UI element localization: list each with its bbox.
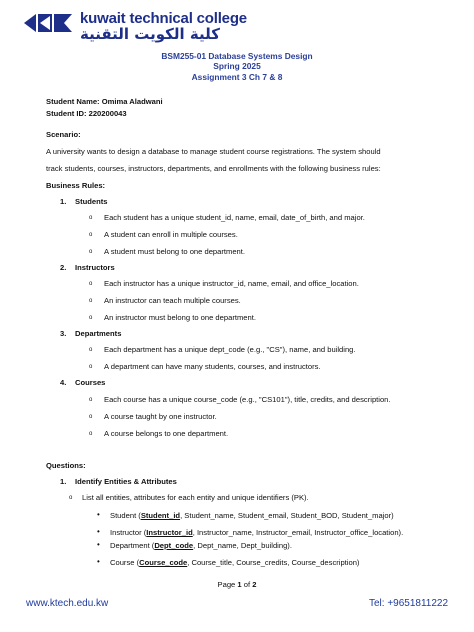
section-number: 2. bbox=[60, 263, 67, 272]
pk-course: Course_code bbox=[139, 558, 188, 567]
circle-bullet-icon: o bbox=[69, 495, 73, 501]
question-number: 1. bbox=[60, 477, 67, 486]
section-number: 4. bbox=[60, 378, 67, 387]
pk-instructor: Instructor_id bbox=[146, 528, 193, 537]
website-link[interactable]: www.ktech.edu.kw bbox=[26, 598, 109, 609]
rule-item: A student can enroll in multiple courses. bbox=[104, 230, 238, 239]
circle-bullet-icon: o bbox=[89, 315, 93, 321]
question-title: Identify Entities & Attributes bbox=[75, 477, 177, 486]
logo-arabic: كلية الكويت التقنية bbox=[80, 25, 220, 43]
section-title-departments: Departments bbox=[75, 329, 122, 338]
pk-student: Student_id bbox=[140, 511, 181, 520]
logo-english: kuwait technical college bbox=[80, 10, 247, 27]
rule-item: An instructor must belong to one department. bbox=[104, 313, 256, 322]
bullet-icon: • bbox=[97, 557, 100, 566]
rule-item: Each course has a unique course_code (e.g., "CS101"), title, credits, and description. bbox=[104, 395, 391, 404]
student-name: Student Name: Omima Aladwani bbox=[46, 97, 163, 106]
ktech-logo-mark-icon bbox=[22, 12, 74, 34]
bullet-icon: • bbox=[97, 527, 100, 536]
rule-item: Each student has a unique student_id, name, email, date_of_birth, and major. bbox=[104, 213, 365, 222]
section-number: 1. bbox=[60, 197, 67, 206]
circle-bullet-icon: o bbox=[89, 364, 93, 370]
question-instruction: List all entities, attributes for each entity and unique identifiers (PK). bbox=[82, 493, 309, 502]
circle-bullet-icon: o bbox=[89, 215, 93, 221]
rule-item: A student must belong to one department. bbox=[104, 247, 245, 256]
assignment-title: Assignment 3 Ch 7 & 8 bbox=[191, 72, 283, 82]
scenario-heading: Scenario: bbox=[46, 130, 81, 139]
answer-instructor: Instructor (Instructor_id, Instructor_name, Instructor_email, Instructor_office_location). bbox=[110, 528, 404, 537]
rule-item: Each instructor has a unique instructor_id, name, email, and office_location. bbox=[104, 279, 359, 288]
term: Spring 2025 bbox=[213, 61, 261, 71]
bullet-icon: • bbox=[97, 540, 100, 549]
section-title-courses: Courses bbox=[75, 378, 106, 387]
rule-item: A course belongs to one department. bbox=[104, 429, 229, 438]
course-title: BSM255-01 Database Systems Design bbox=[161, 51, 313, 61]
circle-bullet-icon: o bbox=[89, 298, 93, 304]
bullet-icon: • bbox=[97, 510, 100, 519]
student-id: Student ID: 220200043 bbox=[46, 109, 127, 118]
scenario-line-2: track students, courses, instructors, departments, and enrollments with the following business rules: bbox=[46, 164, 381, 173]
circle-bullet-icon: o bbox=[89, 414, 93, 420]
rule-item: A course taught by one instructor. bbox=[104, 412, 217, 421]
answer-student: Student (Student_id, Student_name, Student_email, Student_BOD, Student_major) bbox=[110, 511, 394, 520]
page-number: Page 1 of 2 bbox=[217, 580, 257, 589]
answer-course: Course (Course_code, Course_title, Course_credits, Course_description) bbox=[110, 558, 360, 567]
rule-item: Each department has a unique dept_code (e.g., "CS"), name, and building. bbox=[104, 345, 356, 354]
scenario-line-1: A university wants to design a database to manage student course registrations. The system should bbox=[46, 147, 381, 156]
section-number: 3. bbox=[60, 329, 67, 338]
circle-bullet-icon: o bbox=[89, 347, 93, 353]
circle-bullet-icon: o bbox=[89, 397, 93, 403]
phone-number: Tel: +9651811222 bbox=[369, 598, 449, 609]
pk-department: Dept_code bbox=[154, 541, 194, 550]
answer-department: Department (Dept_code, Dept_name, Dept_building). bbox=[110, 541, 292, 550]
rule-item: A department can have many students, courses, and instructors. bbox=[104, 362, 321, 371]
questions-heading: Questions: bbox=[46, 461, 86, 470]
rule-item: An instructor can teach multiple courses. bbox=[104, 296, 241, 305]
circle-bullet-icon: o bbox=[89, 249, 93, 255]
business-rules-heading: Business Rules: bbox=[46, 181, 106, 190]
circle-bullet-icon: o bbox=[89, 232, 93, 238]
section-title-students: Students bbox=[75, 197, 108, 206]
circle-bullet-icon: o bbox=[89, 281, 93, 287]
section-title-instructors: Instructors bbox=[75, 263, 115, 272]
circle-bullet-icon: o bbox=[89, 431, 93, 437]
